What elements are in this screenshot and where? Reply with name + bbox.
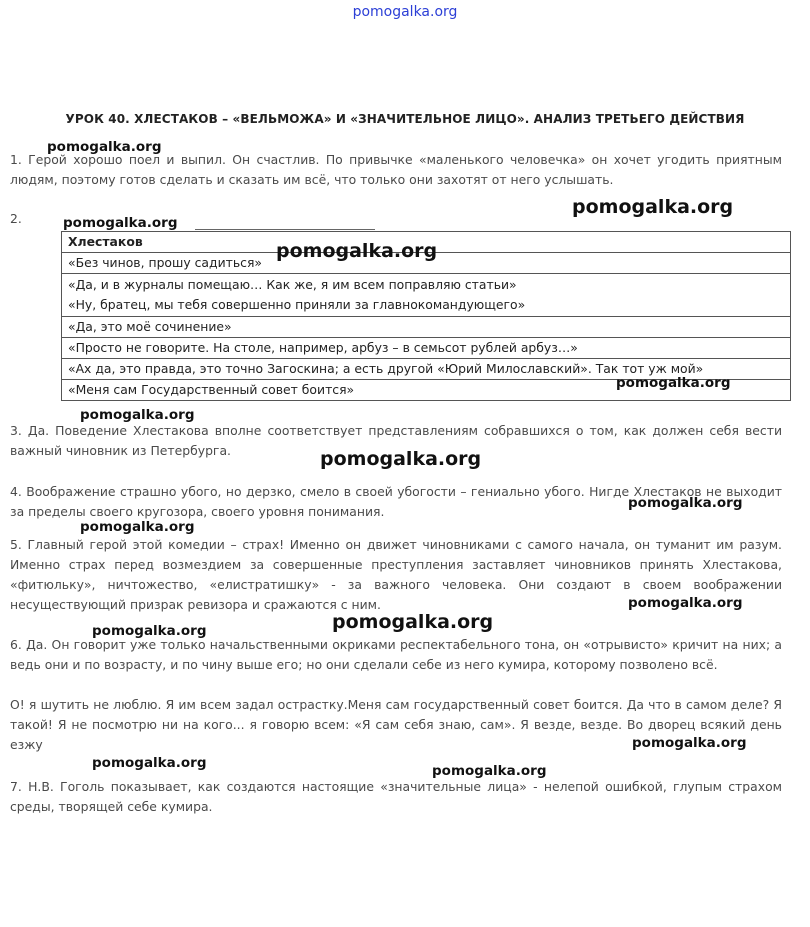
answer-1: 1. Герой хорошо поел и выпил. Он счастлив. По привычке «маленького человечка» он хочет угодить приятным людям, поэтому готов сделать и сказать им всё, что только они захотят от него услышать. — [10, 152, 782, 187]
watermark: pomogalka.org — [92, 755, 207, 771]
lesson-title: УРОК 40. ХЛЕСТАКОВ – «ВЕЛЬМОЖА» И «ЗНАЧИТЕЛЬНОЕ ЛИЦО». АНАЛИЗ ТРЕТЬЕГО ДЕЙСТВИЯ — [65, 112, 745, 126]
table-cell — [62, 274, 791, 317]
table-header-cell: Хлестаков — [62, 232, 791, 253]
table-cell: «Да, это моё сочинение» — [62, 317, 791, 338]
watermark: pomogalka.org — [80, 407, 195, 423]
watermark: pomogalka.org — [332, 611, 494, 633]
table-cell: «Меня сам Государственный совет боится» — [62, 380, 791, 401]
answer-6-quote: О! я шутить не люблю. Я им всем задал острастку.Меня сам государственный совет боится. Да что в самом деле? Я такой! Я не посмотрю ни на кого... я говорю всем: «Я сам себя знаю, сам». Я везде, везде. Во дворец всякий день езжу — [10, 697, 782, 752]
watermark: pomogalka.org — [47, 139, 162, 155]
answer-2-number: 2. — [10, 211, 22, 226]
watermark: pomogalka.org — [628, 595, 743, 611]
table-row — [62, 317, 791, 338]
watermark: pomogalka.org — [320, 448, 482, 470]
divider-line — [195, 229, 375, 230]
site-link[interactable]: pomogalka.org — [352, 4, 458, 20]
table-row — [62, 274, 791, 317]
table-row — [62, 338, 791, 359]
watermark: pomogalka.org — [63, 215, 178, 231]
watermark: pomogalka.org — [92, 623, 207, 639]
table-cell: «Ах да, это правда, это точно Загоскина; а есть другой «Юрий Милославский». Так тот уж мой» — [62, 359, 791, 380]
table-cell: «Без чинов, прошу садиться» — [62, 253, 791, 274]
table-cell: «Просто не говорите. На столе, например, арбуз – в семьсот рублей арбуз…» — [62, 338, 791, 359]
answer-4: 4. Воображение страшно убого, но дерзко, смело в своей убогости – гениально убого. Нигде Хлестаков не выходит за пределы своего кругозора, своего уровня понимания. — [10, 484, 782, 519]
watermark: pomogalka.org — [572, 196, 734, 218]
answer-7: 7. Н.В. Гоголь показывает, как создаются настоящие «значительные лица» - нелепой ошибкой, глупым страхом среды, творящей себе кумира. — [10, 779, 782, 814]
watermark: pomogalka.org — [432, 763, 547, 779]
watermark: pomogalka.org — [276, 240, 438, 262]
answer-6: 6. Да. Он говорит уже только начальственными окриками респектабельного тона, он «отрывисто» кричит на них; а ведь они и по возрасту, и по чину выше его; но они сделали себе из него кумира, которому позволено всё. — [10, 637, 782, 672]
quote-line: «Ну, братец, мы тебя совершенно приняли за главнокомандующего» — [68, 297, 526, 312]
answer-5: 5. Главный герой этой комедии – страх! Именно он движет чиновниками с самого начала, он туманит им разум. Именно страх перед возмездием за совершенные преступления заставляет чиновников принять Хлестакова, «фитюльку», ничтожество, «елистратишку» - за важного человека. Они создают в своем воображении несуществующий призрак ревизора и сражаются с ним. — [10, 537, 782, 612]
watermark: pomogalka.org — [80, 519, 195, 535]
answer-3: 3. Да. Поведение Хлестакова вполне соответствует представлениям собравшихся о том, как должен себя вести важный чиновник из Петербурга. — [10, 423, 782, 458]
watermark: pomogalka.org — [632, 735, 747, 751]
quote-line: «Да, и в журналы помещаю… Как же, я им всем поправляю статьи» — [68, 277, 517, 292]
watermark: pomogalka.org — [616, 375, 731, 391]
watermark: pomogalka.org — [628, 495, 743, 511]
